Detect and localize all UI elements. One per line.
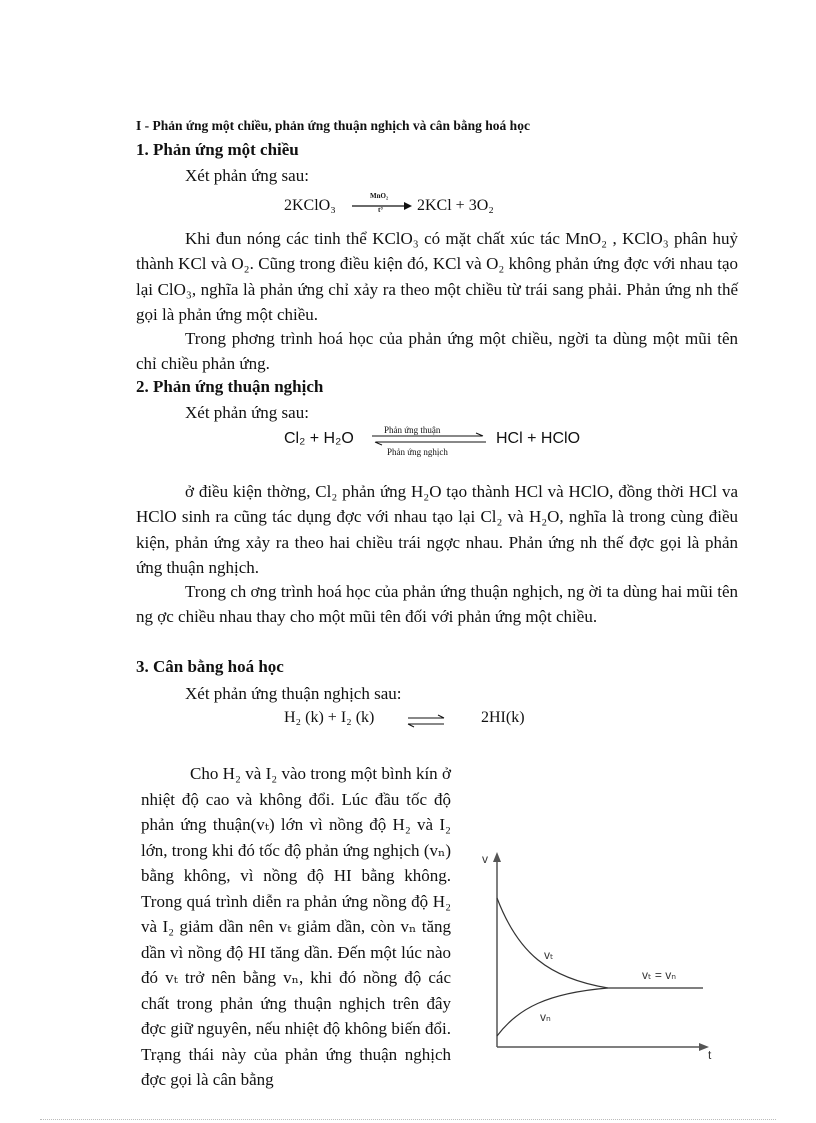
part2-paragraph-1: ở điều kiện thờng, Cl₂ phản ứng H₂O tạo thành HCl và HClO, đồng thời HCl va HClO sinh ra cũng tác dụng đợc với nhau tạo lại Cl₂ và H₂O, nghĩa là trong cùng điều kiện, phản ứng xảy ra theo hai chiều trái ngợc nhau. Phản ứng nh thế đợc gọi là phản ứng thuận nghịch. (136, 482, 738, 577)
reverse-rate-curve (497, 988, 608, 1036)
eq2-left: Cl₂ + H₂O (284, 430, 354, 447)
rate-time-graph (478, 848, 718, 1068)
reverse-rate-label: vₙ (540, 1010, 551, 1024)
eq3-left: H₂ (k) + I₂ (k) (284, 709, 375, 726)
rate-graph-canvas (478, 848, 718, 1068)
section-title: I - Phản ứng một chiều, phản ứng thuận nghịch và cân bằng hoá học (136, 118, 530, 133)
part1-paragraph-2: Trong phơng trình hoá học của phản ứng một chiều, ngời ta dùng một mũi tên chỉ chiều phản ứng. (136, 329, 738, 374)
part3-paragraph-1: Cho H₂ và I₂ vào trong một bình kín ở nhiệt độ cao và không đổi. Lúc đầu tốc độ phản ứng thuận(vₜ) lớn vì nồng độ H₂ và I₂ lớn, trong khi đó tốc độ phản ứng nghịch (vₙ) bằng không, vì nồng độ HI bằng không. Trong quá trình diễn ra phản ứng nồng độ H₂ và I₂ giảm dần nên vₜ giảm dần, còn vₙ tăng dần vì nồng độ HI tăng dần. Đến một lúc nào đó vₜ trở nên bằng vₙ, khi đó nồng độ các chất trong phản ứng thuận nghịch trên đây đợc giữ nguyên, nếu nhiệt độ không biến đổi. Trạng thái này của phản ứng thuận nghịch đợc gọi là cân bằng (141, 764, 451, 1089)
equilibrium-label: vₜ = vₙ (642, 968, 676, 982)
eq2-forward-label: Phản ứng thuận (384, 425, 441, 435)
part2-intro: Xét phản ứng sau: (185, 403, 309, 422)
eq1-catalyst: MnO₂ (370, 192, 389, 200)
eq3-right: 2HI(k) (481, 709, 525, 726)
eq1-left: 2KClO₃ (284, 197, 336, 214)
eq1-right: 2KCl + 3O₂ (417, 197, 494, 214)
part2-paragraph-2: Trong ch ơng trình hoá học của phản ứng thuận nghịch, ng ời ta dùng hai mũi tên ng ợc chiều nhau thay cho một mũi tên đối với phản ứng một chiều. (136, 582, 738, 627)
y-axis-label: v (482, 852, 488, 866)
heading-reversible-reaction: 2. Phản ứng thuận nghịch (136, 377, 324, 396)
part1-paragraph-1: Khi đun nóng các tinh thể KClO₃ có mặt chất xúc tác MnO₂ , KClO₃ phân huỷ thành KCl và O₂. Cũng trong điều kiện đó, KCl và O₂ không phản ứng đợc với nhau tạo lại ClO₃, nghĩa là phản ứng chỉ xảy ra theo một chiều từ trái sang phải. Phản ứng nh thế gọi là phản ứng một chiều. (136, 229, 738, 324)
forward-rate-label: vₜ (544, 948, 554, 962)
eq1-heat: t° (378, 206, 384, 214)
part3-intro: Xét phản ứng thuận nghịch sau: (185, 684, 402, 703)
part1-intro: Xét phản ứng sau: (185, 166, 309, 185)
page-bottom-divider (40, 1119, 776, 1120)
equilibrium-arrow-icon (406, 714, 446, 728)
eq2-reverse-label: Phản ứng nghịch (387, 447, 448, 457)
y-axis-arrow (493, 852, 501, 862)
heading-one-way-reaction: 1. Phản ứng một chiều (136, 140, 299, 159)
x-axis-label: t (708, 1048, 712, 1062)
eq2-right: HCl + HClO (496, 430, 581, 447)
heading-chemical-equilibrium: 3. Cân bằng hoá học (136, 657, 284, 676)
reversible-arrow-icon (372, 432, 488, 446)
